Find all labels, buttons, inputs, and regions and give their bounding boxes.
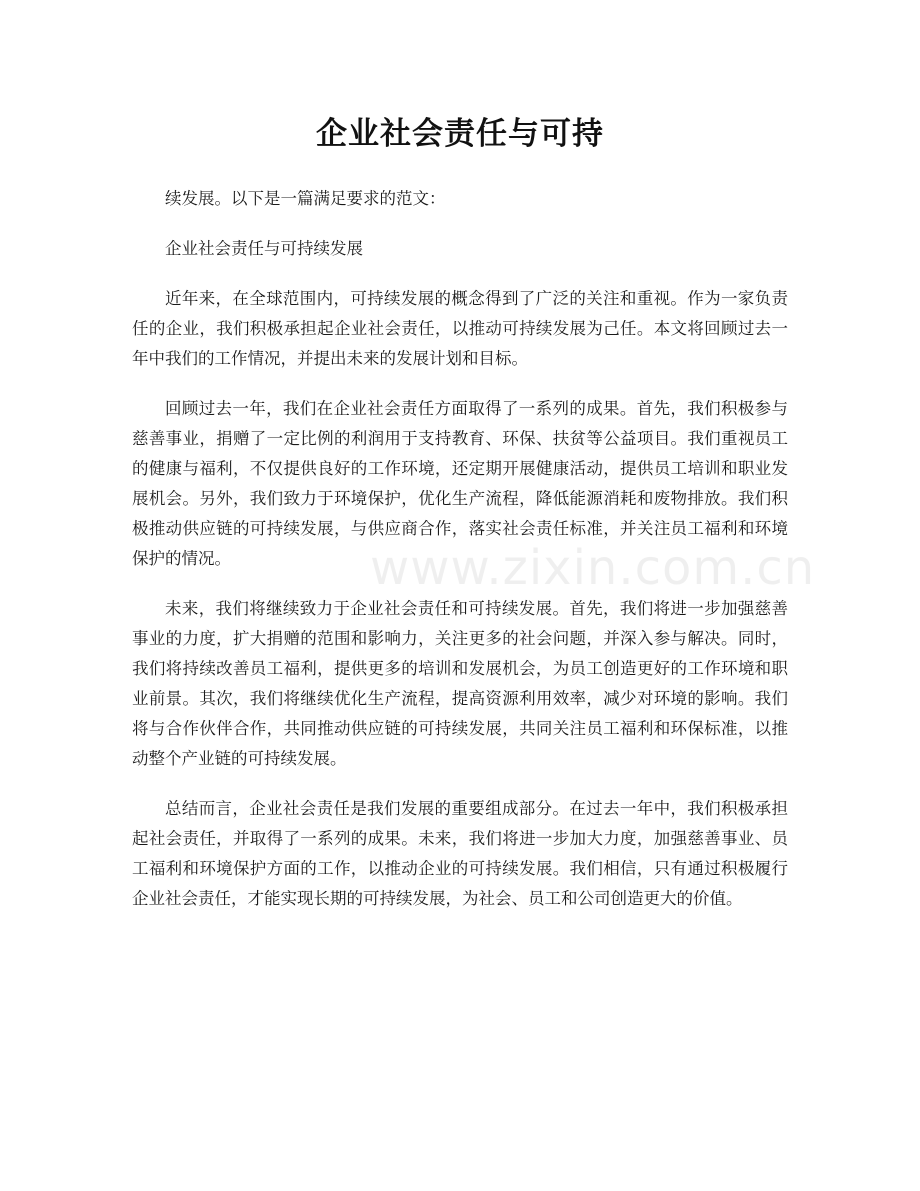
watermark: www.zixin.com.cn <box>370 540 816 596</box>
body-paragraph-conclusion: 总结而言，企业社会责任是我们发展的重要组成部分。在过去一年中，我们积极承担起社会责任，并取得了一系列的成果。未来，我们将进一步加大力度，加强慈善事业、员工福利和环境保护方面的工作，以推动企业的可持续发展。我们相信，只有通过积极履行企业社会责任，才能实现长期的可持续发展，为社会、员工和公司创造更大的价值。 <box>132 799 788 908</box>
subtitle-paragraph: 企业社会责任与可持续发展 <box>165 239 363 258</box>
document-title: 企业社会责任与可持 <box>316 116 604 152</box>
body-paragraph-future: 未来，我们将继续致力于企业社会责任和可持续发展。首先，我们将进一步加强慈善事业的力度，扩大捐赠的范围和影响力，关注更多的社会问题，并深入参与解决。同时，我们将持续改善员工福利，提供更多的培训和发展机会，为员工创造更好的工作环境和职业前景。其次，我们将继续优化生产流程，提高资源利用效率，减少对环境的影响。我们将与合作伙伴合作，共同推动供应链的可持续发展，共同关注员工福利和环保标准，以推动整个产业链的可持续发展。 <box>132 599 788 768</box>
document-body <box>132 184 788 934</box>
body-paragraph-review: 回顾过去一年，我们在企业社会责任方面取得了一系列的成果。首先，我们积极参与慈善事业，捐赠了一定比例的利润用于支持教育、环保、扶贫等公益项目。我们重视员工的健康与福利，不仅提供良好的工作环境，还定期开展健康活动，提供员工培训和职业发展机会。另外，我们致力于环境保护，优化生产流程，降低能源消耗和废物排放。我们积极推动供应链的可持续发展，与供应商合作，落实社会责任标准，并关注员工福利和环境保护的情况。 <box>132 399 788 568</box>
body-paragraph-introduction: 近年来，在全球范围内，可持续发展的概念得到了广泛的关注和重视。作为一家负责任的企业，我们积极承担起企业社会责任，以推动可持续发展为己任。本文将回顾过去一年中我们的工作情况，并提出未来的发展计划和目标。 <box>132 289 788 368</box>
intro-paragraph: 续发展。以下是一篇满足要求的范文： <box>165 189 446 208</box>
